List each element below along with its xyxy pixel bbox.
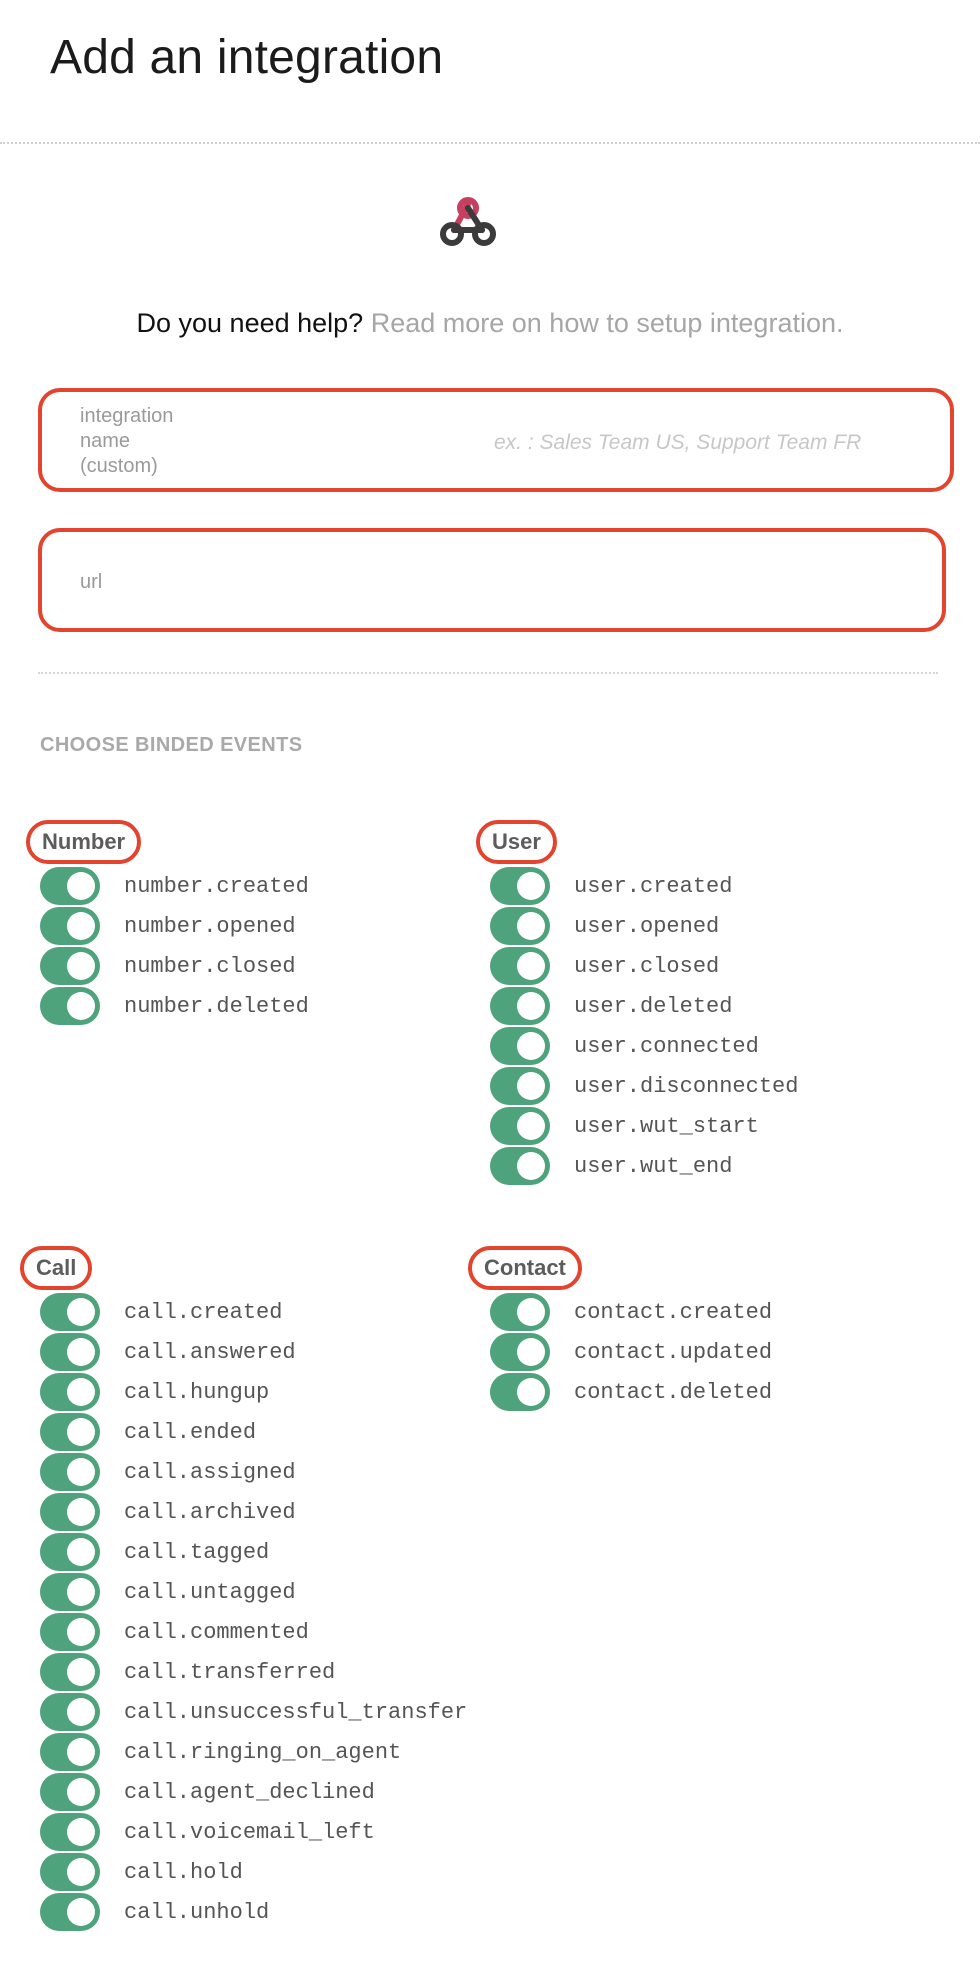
event-toggle[interactable] <box>40 1293 100 1331</box>
toggle-knob <box>67 1778 95 1806</box>
event-row <box>490 1106 798 1146</box>
event-name: number.deleted <box>124 993 309 1019</box>
event-row <box>490 866 798 906</box>
toggle-knob <box>67 1698 95 1726</box>
toggle-knob <box>67 872 95 900</box>
page-title: Add an integration <box>50 31 444 84</box>
event-list <box>40 866 309 1026</box>
toggle-knob <box>67 1378 95 1406</box>
toggle-knob <box>517 1072 545 1100</box>
divider <box>38 672 938 674</box>
toggle-knob <box>517 912 545 940</box>
event-toggle[interactable] <box>490 1067 550 1105</box>
event-toggle[interactable] <box>40 907 100 945</box>
event-name: contact.deleted <box>574 1379 773 1405</box>
group-label: Number <box>26 820 141 864</box>
event-name: user.connected <box>574 1033 759 1059</box>
event-toggle[interactable] <box>40 1413 100 1451</box>
event-toggle[interactable] <box>40 1653 100 1691</box>
event-list <box>40 1292 467 1932</box>
event-toggle[interactable] <box>40 1733 100 1771</box>
event-name: call.untagged <box>124 1579 296 1605</box>
event-row <box>40 1732 467 1772</box>
event-toggle[interactable] <box>490 1107 550 1145</box>
toggle-knob <box>67 1418 95 1446</box>
toggle-knob <box>517 992 545 1020</box>
toggle-knob <box>517 1338 545 1366</box>
event-name: number.closed <box>124 953 296 979</box>
toggle-knob <box>67 1898 95 1926</box>
event-row <box>40 1492 467 1532</box>
toggle-knob <box>67 1658 95 1686</box>
toggle-knob <box>67 1818 95 1846</box>
event-name: user.opened <box>574 913 720 939</box>
event-row <box>490 986 798 1026</box>
event-row <box>490 946 798 986</box>
event-name: number.created <box>124 873 309 899</box>
event-name: call.answered <box>124 1339 296 1365</box>
event-toggle[interactable] <box>40 1333 100 1371</box>
event-toggle[interactable] <box>490 907 550 945</box>
event-name: call.commented <box>124 1619 309 1645</box>
toggle-knob <box>67 992 95 1020</box>
event-list <box>490 866 798 1186</box>
toggle-knob <box>67 1458 95 1486</box>
help-text <box>0 308 980 339</box>
event-name: user.wut_end <box>574 1153 733 1179</box>
event-toggle[interactable] <box>40 1493 100 1531</box>
event-row <box>40 946 309 986</box>
help-prefix: Do you need help? <box>136 308 364 338</box>
event-row <box>490 1026 798 1066</box>
toggle-knob <box>67 1578 95 1606</box>
event-name: call.unsuccessful_transfer <box>124 1699 468 1725</box>
section-title: CHOOSE BINDED EVENTS <box>40 734 303 756</box>
event-name: call.hungup <box>124 1379 270 1405</box>
event-name: call.agent_declined <box>124 1779 375 1805</box>
group-label: Contact <box>468 1246 582 1290</box>
event-name: number.opened <box>124 913 296 939</box>
event-row <box>490 1146 798 1186</box>
event-name: contact.created <box>574 1299 773 1325</box>
event-row <box>40 1652 467 1692</box>
event-toggle[interactable] <box>40 1453 100 1491</box>
toggle-knob <box>67 1538 95 1566</box>
toggle-knob <box>517 872 545 900</box>
event-toggle[interactable] <box>40 1893 100 1931</box>
event-name: user.closed <box>574 953 720 979</box>
event-row <box>40 1532 467 1572</box>
integration-name-field <box>38 388 954 492</box>
event-row <box>490 1372 772 1412</box>
event-toggle[interactable] <box>490 947 550 985</box>
event-toggle[interactable] <box>40 1853 100 1891</box>
event-row <box>40 1452 467 1492</box>
url-field <box>38 528 946 632</box>
url-label: url <box>80 571 103 593</box>
event-row <box>490 1332 772 1372</box>
toggle-knob <box>67 1498 95 1526</box>
event-row <box>490 1292 772 1332</box>
event-toggle[interactable] <box>40 947 100 985</box>
toggle-knob <box>67 1738 95 1766</box>
group-label: User <box>476 820 557 864</box>
event-name: user.deleted <box>574 993 733 1019</box>
event-list <box>490 1292 772 1412</box>
event-toggle[interactable] <box>490 1373 550 1411</box>
toggle-knob <box>67 952 95 980</box>
event-row <box>40 1892 467 1932</box>
event-row <box>490 906 798 946</box>
event-toggle[interactable] <box>40 987 100 1025</box>
event-toggle[interactable] <box>490 1147 550 1185</box>
event-row <box>40 986 309 1026</box>
event-toggle[interactable] <box>40 867 100 905</box>
event-name: call.archived <box>124 1499 296 1525</box>
event-toggle[interactable] <box>40 1693 100 1731</box>
event-toggle[interactable] <box>490 1293 550 1331</box>
event-row <box>40 1812 467 1852</box>
event-toggle[interactable] <box>490 867 550 905</box>
event-row <box>40 1372 467 1412</box>
toggle-knob <box>517 1378 545 1406</box>
event-row <box>40 1332 467 1372</box>
event-toggle[interactable] <box>40 1533 100 1571</box>
event-name: call.hold <box>124 1859 243 1885</box>
event-toggle[interactable] <box>490 1333 550 1371</box>
toggle-knob <box>67 1338 95 1366</box>
help-link[interactable]: Read more on how to setup integration. <box>370 308 844 338</box>
webhook-icon <box>438 196 498 252</box>
event-row <box>40 1772 467 1812</box>
event-row <box>40 1572 467 1612</box>
toggle-knob <box>517 952 545 980</box>
event-name: user.wut_start <box>574 1113 759 1139</box>
event-name: call.unhold <box>124 1899 270 1925</box>
event-row <box>490 1066 798 1106</box>
event-toggle[interactable] <box>490 1027 550 1065</box>
toggle-knob <box>517 1112 545 1140</box>
toggle-knob <box>517 1152 545 1180</box>
toggle-knob <box>67 1298 95 1326</box>
event-row <box>40 1612 467 1652</box>
toggle-knob <box>517 1032 545 1060</box>
event-toggle[interactable] <box>490 987 550 1025</box>
event-toggle[interactable] <box>40 1613 100 1651</box>
event-toggle[interactable] <box>40 1813 100 1851</box>
event-name: call.ended <box>124 1419 257 1445</box>
event-row <box>40 1292 467 1332</box>
toggle-knob <box>67 1618 95 1646</box>
divider <box>0 142 980 144</box>
toggle-knob <box>517 1298 545 1326</box>
event-name: call.assigned <box>124 1459 296 1485</box>
event-name: call.voicemail_left <box>124 1819 375 1845</box>
integration-name-label: integration name (custom) <box>80 405 174 477</box>
integration-name-input[interactable] <box>492 424 896 462</box>
event-row <box>40 906 309 946</box>
event-toggle[interactable] <box>40 1373 100 1411</box>
event-toggle[interactable] <box>40 1573 100 1611</box>
event-row <box>40 1412 467 1452</box>
event-name: contact.updated <box>574 1339 773 1365</box>
event-row <box>40 1852 467 1892</box>
event-name: call.ringing_on_agent <box>124 1739 402 1765</box>
group-label: Call <box>20 1246 92 1290</box>
event-toggle[interactable] <box>40 1773 100 1811</box>
toggle-knob <box>67 912 95 940</box>
event-name: user.disconnected <box>574 1073 799 1099</box>
event-name: call.created <box>124 1299 283 1325</box>
event-name: call.tagged <box>124 1539 270 1565</box>
event-name: call.transferred <box>124 1659 336 1685</box>
event-row <box>40 1692 467 1732</box>
event-name: user.created <box>574 873 733 899</box>
toggle-knob <box>67 1858 95 1886</box>
event-row <box>40 866 309 906</box>
url-input[interactable] <box>162 564 906 602</box>
